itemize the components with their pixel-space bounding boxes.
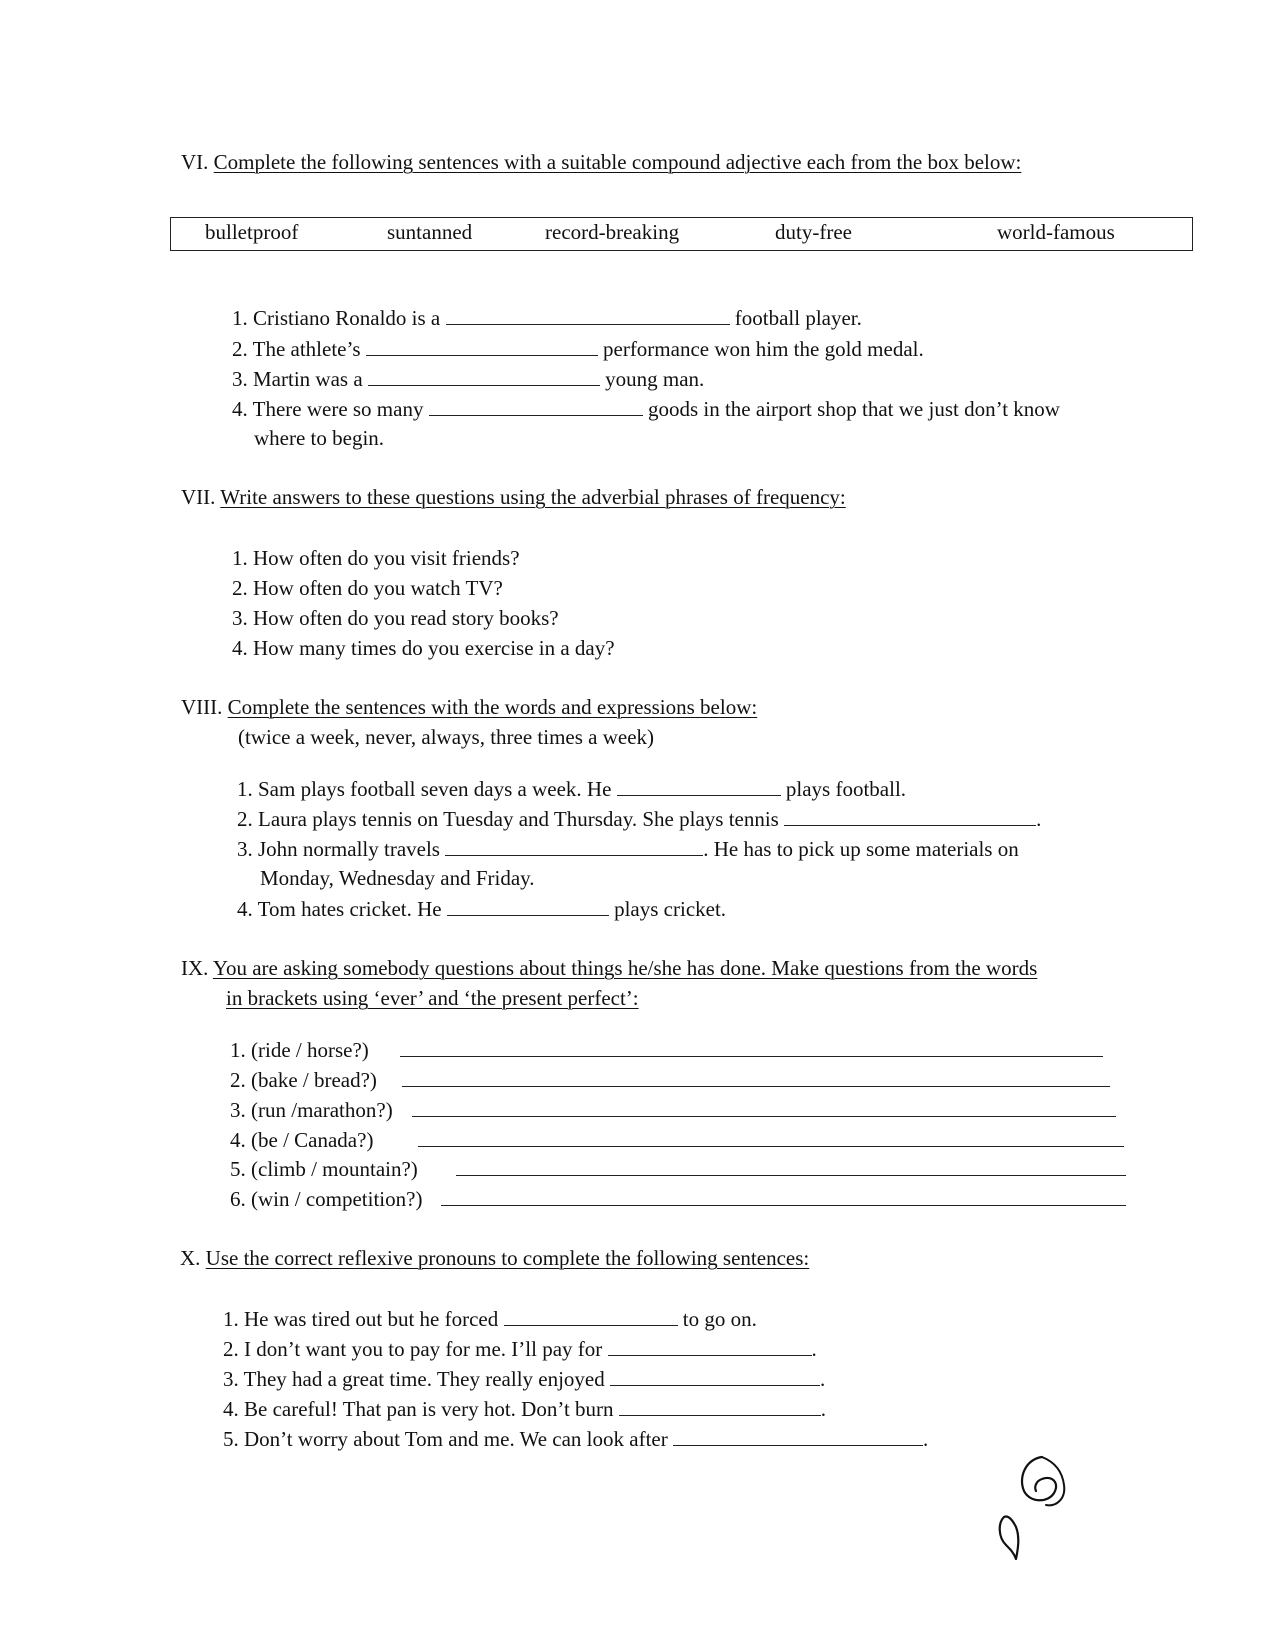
item-text: (bake / bread?): [251, 1068, 377, 1092]
list-item: [232, 578, 503, 599]
item-number: 3.: [232, 606, 248, 630]
answer-line[interactable]: [418, 1146, 1124, 1147]
item-text: (win / competition?): [251, 1187, 423, 1211]
section-instruction: Complete the sentences with the words and expressions below:: [227, 695, 758, 719]
answer-blank[interactable]: [608, 1338, 812, 1356]
item-text: .: [1036, 807, 1042, 831]
item-text: John normally travels: [258, 837, 440, 861]
answer-line[interactable]: [412, 1116, 1116, 1117]
section-instruction: You are asking somebody questions about things he/she has done. Make questions from the words: [212, 956, 1038, 980]
item-number: 1.: [237, 777, 253, 801]
item-text: They had a great time. They really enjoyed: [243, 1367, 605, 1391]
item-number: 2.: [223, 1337, 239, 1361]
item-text: Laura plays tennis on Tuesday and Thursday. She plays tennis: [258, 807, 779, 831]
item-text: to go on.: [682, 1307, 757, 1331]
item-text: He was tired out but he forced: [244, 1307, 499, 1331]
answer-blank[interactable]: [446, 307, 730, 325]
item-text: (run /marathon?): [251, 1098, 393, 1122]
list-item: [232, 608, 559, 629]
item-text: plays cricket.: [614, 897, 727, 921]
item-number: 1.: [232, 306, 248, 330]
section-vii-heading: [181, 487, 846, 508]
list-item: [232, 398, 1060, 420]
item-text: Tom hates cricket. He: [257, 897, 442, 921]
section-instruction: Complete the following sentences with a suitable compound adjective each from the box below:: [213, 150, 1022, 174]
list-item: [230, 1040, 369, 1061]
section-x-heading: [180, 1248, 809, 1269]
word-option: suntanned: [387, 220, 473, 244]
word-option: bulletproof: [205, 220, 299, 244]
answer-blank[interactable]: [784, 808, 1036, 826]
answer-blank[interactable]: [447, 898, 609, 916]
item-text: (ride / horse?): [251, 1038, 369, 1062]
item-number: 4.: [223, 1397, 239, 1421]
item-text: goods in the airport shop that we just don’t know: [647, 397, 1060, 421]
list-item: [223, 1338, 817, 1360]
item-continuation: Monday, Wednesday and Friday.: [260, 866, 535, 890]
list-item: [232, 548, 520, 569]
section-instruction: Use the correct reflexive pronouns to complete the following sentences:: [205, 1246, 810, 1270]
item-number: 2.: [232, 337, 248, 361]
section-viii-heading: [181, 697, 757, 718]
item-text: . He has to pick up some materials on: [703, 837, 1019, 861]
list-item: [223, 1428, 928, 1450]
list-item: [230, 1130, 373, 1151]
item-number: 5.: [223, 1427, 239, 1451]
item-number: 2.: [237, 807, 253, 831]
item-text: .: [820, 1367, 826, 1391]
item-number: 4.: [230, 1128, 246, 1152]
answer-blank[interactable]: [429, 398, 643, 416]
item-continuation: where to begin.: [254, 426, 385, 450]
item-number: 3.: [232, 367, 248, 391]
section-numeral: VIII.: [181, 695, 223, 719]
handwritten-score-mark: [990, 1445, 1100, 1565]
section-instruction: Write answers to these questions using the adverbial phrases of frequency:: [220, 485, 846, 509]
list-item: [230, 1070, 377, 1091]
item-text: .: [811, 1337, 817, 1361]
section-instruction: in brackets using ‘ever’ and ‘the present perfect’:: [226, 986, 639, 1010]
item-text: .: [922, 1427, 929, 1451]
list-item: [223, 1308, 757, 1330]
list-item: [232, 368, 704, 390]
item-number: 1.: [232, 546, 248, 570]
item-number: 4.: [232, 397, 248, 421]
answer-line[interactable]: [400, 1056, 1103, 1057]
answer-blank[interactable]: [617, 778, 781, 796]
item-text: Cristiano Ronaldo is a: [253, 306, 441, 330]
answer-blank[interactable]: [366, 338, 598, 356]
item-text: How often do you read story books?: [253, 606, 559, 630]
word-options: (twice a week, never, always, three times a week): [238, 725, 655, 749]
item-number: 4.: [237, 897, 253, 921]
list-item: [237, 778, 906, 800]
list-item: [223, 1368, 825, 1390]
item-text: The athlete’s: [252, 337, 361, 361]
section-numeral: VII.: [181, 485, 216, 509]
answer-blank[interactable]: [504, 1308, 678, 1326]
item-text: Martin was a: [253, 367, 363, 391]
section-ix-heading: [181, 958, 1037, 979]
item-number: 3.: [237, 837, 253, 861]
word-option: duty-free: [775, 220, 852, 244]
item-text: Be careful! That pan is very hot. Don’t burn: [244, 1397, 614, 1421]
list-item: [237, 808, 1041, 830]
list-item: [230, 1159, 418, 1180]
item-text: I don’t want you to pay for me. I’ll pay for: [244, 1337, 603, 1361]
item-number: 3.: [223, 1367, 239, 1391]
answer-blank[interactable]: [368, 368, 600, 386]
item-number: 4.: [232, 636, 248, 660]
answer-line[interactable]: [456, 1175, 1126, 1176]
item-number: 2.: [232, 576, 248, 600]
item-text: How many times do you exercise in a day?: [253, 636, 615, 660]
word-box: [170, 217, 1193, 251]
item-text: Don’t worry about Tom and me. We can look after: [244, 1427, 668, 1451]
answer-blank[interactable]: [619, 1398, 821, 1416]
word-option: record-breaking: [545, 220, 680, 244]
section-numeral: VI.: [181, 150, 209, 174]
item-text: performance won him the gold medal.: [603, 337, 924, 361]
item-text: How often do you visit friends?: [253, 546, 520, 570]
list-item: [237, 898, 726, 920]
item-text: young man.: [605, 367, 705, 391]
list-item: [237, 838, 1019, 860]
item-text: Sam plays football seven days a week. He: [258, 777, 612, 801]
item-text: There were so many: [252, 397, 424, 421]
list-item: [232, 638, 615, 659]
list-item: [230, 1189, 422, 1210]
list-item: [232, 307, 862, 329]
list-item: [230, 1100, 393, 1121]
item-number: 6.: [230, 1187, 246, 1211]
item-number: 2.: [230, 1068, 246, 1092]
item-number: 1.: [230, 1038, 246, 1062]
item-number: 5.: [230, 1157, 246, 1181]
item-text: football player.: [734, 306, 862, 330]
answer-blank[interactable]: [673, 1428, 923, 1446]
section-numeral: X.: [180, 1246, 201, 1270]
list-item: [232, 338, 924, 360]
item-number: 3.: [230, 1098, 246, 1122]
item-text: plays football.: [785, 777, 907, 801]
answer-blank[interactable]: [610, 1368, 820, 1386]
item-text: (be / Canada?): [251, 1128, 374, 1152]
item-number: 1.: [223, 1307, 239, 1331]
item-text: (climb / mountain?): [251, 1157, 418, 1181]
section-numeral: IX.: [181, 956, 209, 980]
answer-line[interactable]: [402, 1086, 1110, 1087]
item-text: How often do you watch TV?: [253, 576, 503, 600]
item-text: .: [820, 1397, 827, 1421]
answer-blank[interactable]: [445, 838, 703, 856]
answer-line[interactable]: [441, 1205, 1126, 1206]
word-option: world-famous: [997, 220, 1115, 244]
list-item: [223, 1398, 826, 1420]
section-vi-heading: [181, 152, 1021, 173]
